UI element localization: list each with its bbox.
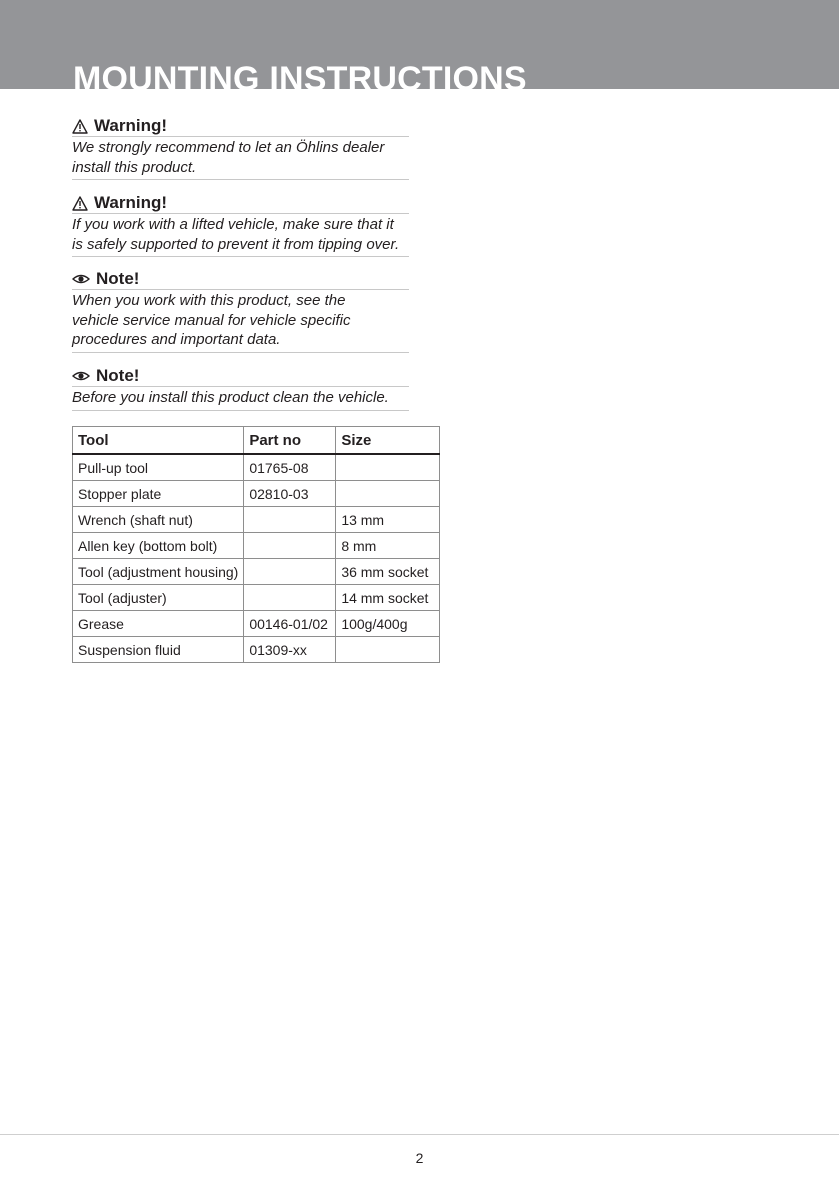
table-row <box>73 585 440 611</box>
notice-text <box>72 290 409 353</box>
note-notice <box>72 270 409 353</box>
notice-line: Before you install this product clean the vehicle. <box>72 389 389 406</box>
table-cell-part-no <box>244 507 336 533</box>
warning-notice <box>72 194 409 257</box>
tools-table <box>72 426 440 663</box>
table-cell-tool: Pull-up tool <box>73 454 244 481</box>
footer-divider <box>0 1134 839 1135</box>
notice-line: vehicle service manual for vehicle specific <box>72 311 351 329</box>
column-header-size: Size <box>336 427 440 455</box>
table-cell-part-no <box>244 559 336 585</box>
table-cell-tool: Grease <box>73 611 244 637</box>
notice-title: Note! <box>96 269 140 288</box>
notice-line: is safely supported to prevent it from tipping over. <box>72 235 400 253</box>
table-cell-size: 36 mm socket <box>336 559 440 585</box>
table-cell-size: 8 mm <box>336 533 440 559</box>
page-number: 2 <box>415 1150 424 1166</box>
table-cell-size <box>336 481 440 507</box>
notice-heading <box>72 270 409 290</box>
eye-icon <box>72 370 90 382</box>
eye-icon <box>72 273 90 285</box>
table-row <box>73 559 440 585</box>
table-row <box>73 507 440 533</box>
table-cell-tool: Allen key (bottom bolt) <box>73 533 244 559</box>
notice-text <box>72 214 409 257</box>
table-row <box>73 611 440 637</box>
notice-line: We strongly recommend to let an Öhlins dealer <box>72 139 385 156</box>
table-row <box>73 637 440 663</box>
notice-line: If you work with a lifted vehicle, make sure that it <box>72 216 394 233</box>
table-cell-part-no: 01309-xx <box>244 637 336 663</box>
table-cell-part-no: 01765-08 <box>244 454 336 481</box>
table-cell-size: 100g/400g <box>336 611 440 637</box>
column-header-tool: Tool <box>73 427 244 455</box>
table-cell-tool: Tool (adjustment housing) <box>73 559 244 585</box>
table-cell-size <box>336 637 440 663</box>
table-row <box>73 454 440 481</box>
notice-line: install this product. <box>72 158 197 176</box>
table-cell-tool: Tool (adjuster) <box>73 585 244 611</box>
table-cell-part-no <box>244 585 336 611</box>
notice-heading <box>72 117 409 137</box>
notice-title: Warning! <box>94 116 168 135</box>
notice-title: Note! <box>96 366 140 385</box>
notice-title: Warning! <box>94 193 168 212</box>
table-cell-part-no: 02810-03 <box>244 481 336 507</box>
warning-triangle-icon <box>72 119 88 134</box>
warning-notice <box>72 117 409 180</box>
table-cell-part-no: 00146-01/02 <box>244 611 336 637</box>
notice-text <box>72 387 409 411</box>
header-band <box>0 0 839 89</box>
note-notice <box>72 367 409 411</box>
notice-text <box>72 137 409 180</box>
notice-line: procedures and important data. <box>72 331 281 348</box>
table-row <box>73 481 440 507</box>
notice-line: When you work with this product, see the <box>72 292 346 309</box>
warning-triangle-icon <box>72 196 88 211</box>
table-cell-part-no <box>244 533 336 559</box>
notice-heading <box>72 367 409 387</box>
table-cell-size: 14 mm socket <box>336 585 440 611</box>
notice-heading <box>72 194 409 214</box>
table-cell-tool: Suspension fluid <box>73 637 244 663</box>
table-cell-tool: Wrench (shaft nut) <box>73 507 244 533</box>
table-header-row <box>73 427 440 455</box>
table-row <box>73 533 440 559</box>
column-header-part-no: Part no <box>244 427 336 455</box>
page-title: MOUNTING INSTRUCTIONS <box>73 60 527 89</box>
table-cell-size <box>336 454 440 481</box>
table-cell-tool: Stopper plate <box>73 481 244 507</box>
table-cell-size: 13 mm <box>336 507 440 533</box>
